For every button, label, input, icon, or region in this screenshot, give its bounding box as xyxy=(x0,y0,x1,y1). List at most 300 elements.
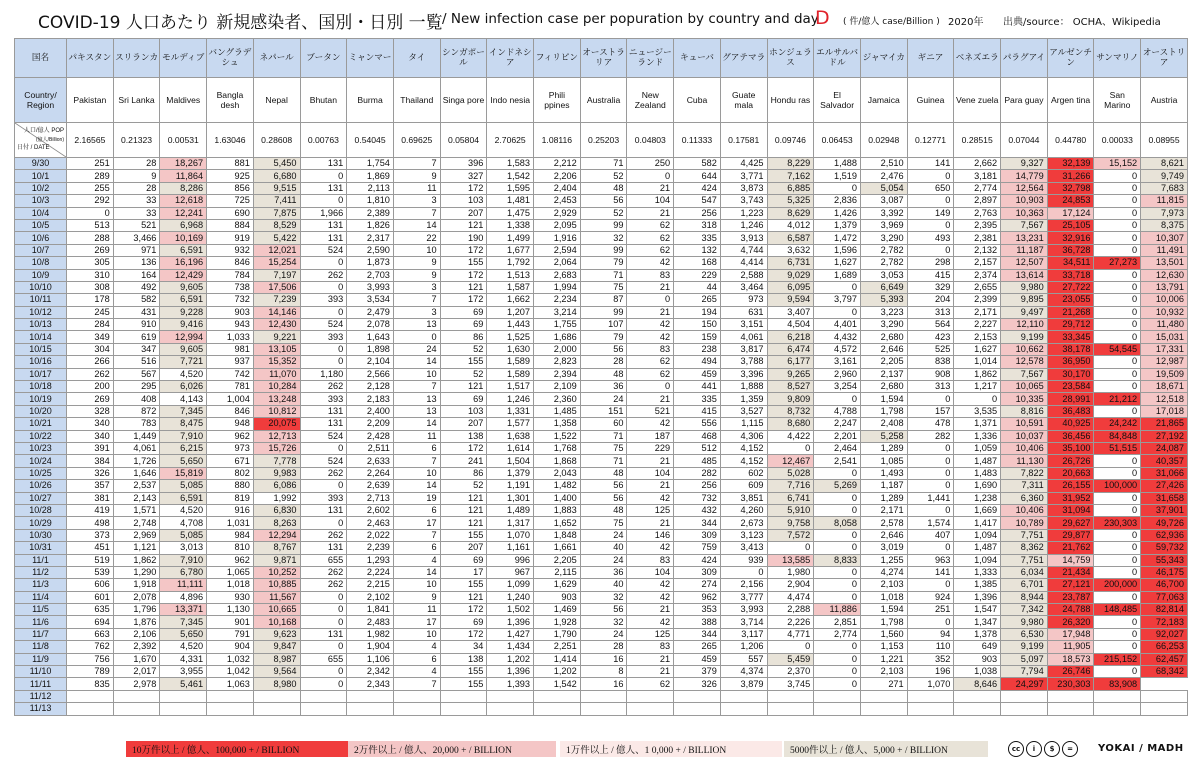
value-cell: 16 xyxy=(580,653,627,665)
value-cell: 107 xyxy=(580,319,627,331)
value-cell: 66,253 xyxy=(1141,641,1188,653)
value-cell: 14,759 xyxy=(1047,554,1094,566)
value-cell: 759 xyxy=(674,542,721,554)
value-cell: 59,732 xyxy=(1141,542,1188,554)
value-cell: 519 xyxy=(67,554,114,566)
value-cell: 1,059 xyxy=(954,442,1001,454)
country-jp-2: モルディブ xyxy=(160,39,207,78)
value-cell: 650 xyxy=(907,182,954,194)
value-cell: 35,100 xyxy=(1047,442,1094,454)
value-cell: 2,851 xyxy=(814,616,861,628)
value-cell: 194 xyxy=(674,306,721,318)
value-cell: 12,994 xyxy=(160,331,207,343)
value-cell: 30,170 xyxy=(1047,368,1094,380)
country-jp-20: パラグアイ xyxy=(1001,39,1048,78)
value-cell: 1,627 xyxy=(954,343,1001,355)
value-cell: 1,888 xyxy=(720,381,767,393)
value-cell: 2,360 xyxy=(534,393,581,405)
date-cell: 10/30 xyxy=(15,529,67,541)
value-cell: 21,212 xyxy=(1094,393,1141,405)
value-cell: 6,731 xyxy=(767,257,814,269)
value-cell: 1,469 xyxy=(534,604,581,616)
value-cell: 155 xyxy=(440,678,487,690)
value-cell: 7 xyxy=(393,158,440,170)
country-pop-22: 0.00033 xyxy=(1094,123,1141,158)
value-cell: 9,029 xyxy=(767,269,814,281)
value-cell: 1,876 xyxy=(113,616,160,628)
value-cell: 82,814 xyxy=(1141,604,1188,616)
value-cell: 0 xyxy=(814,306,861,318)
value-cell: 0 xyxy=(814,492,861,504)
value-cell: 4,896 xyxy=(160,591,207,603)
value-cell: 42 xyxy=(627,591,674,603)
value-cell: 11,567 xyxy=(253,591,300,603)
value-cell: 10,406 xyxy=(1001,504,1048,516)
value-cell: 207 xyxy=(440,542,487,554)
value-cell: 155 xyxy=(440,666,487,678)
value-cell: 28 xyxy=(113,158,160,170)
value-cell: 2,224 xyxy=(347,566,394,578)
value-cell: 1,594 xyxy=(860,393,907,405)
value-cell xyxy=(1001,690,1048,702)
value-cell: 12,987 xyxy=(1141,356,1188,368)
value-cell: 2,483 xyxy=(347,616,394,628)
value-cell: 3,214 xyxy=(534,306,581,318)
year-label: 2020年 xyxy=(948,17,984,28)
value-cell: 789 xyxy=(67,666,114,678)
value-cell: 1,571 xyxy=(113,504,160,516)
value-cell: 2,774 xyxy=(814,628,861,640)
value-cell: 4 xyxy=(393,666,440,678)
value-cell: 432 xyxy=(674,504,721,516)
value-cell: 6,830 xyxy=(253,504,300,516)
value-cell: 245 xyxy=(67,306,114,318)
table-row xyxy=(15,442,1188,454)
value-cell: 567 xyxy=(113,368,160,380)
date-cell: 10/23 xyxy=(15,442,67,454)
value-cell xyxy=(720,703,767,715)
value-cell: 24 xyxy=(580,628,627,640)
value-cell xyxy=(720,690,767,702)
value-cell: 79 xyxy=(580,331,627,343)
value-cell: 742 xyxy=(207,368,254,380)
value-cell: 14 xyxy=(393,219,440,231)
value-cell: 2,590 xyxy=(347,244,394,256)
value-cell: 0 xyxy=(300,616,347,628)
value-cell: 655 xyxy=(300,653,347,665)
country-pop-6: 0.54045 xyxy=(347,123,394,158)
value-cell: 121 xyxy=(440,381,487,393)
value-cell: 23,787 xyxy=(1047,591,1094,603)
value-cell: 36 xyxy=(580,566,627,578)
value-cell: 230,303 xyxy=(1094,517,1141,529)
value-cell: 939 xyxy=(720,554,767,566)
value-cell: 11,815 xyxy=(1141,195,1188,207)
value-cell: 344 xyxy=(674,628,721,640)
value-cell: 0 xyxy=(767,641,814,653)
value-cell: 178 xyxy=(67,294,114,306)
value-cell: 6,034 xyxy=(1001,566,1048,578)
value-cell: 441 xyxy=(674,381,721,393)
value-cell: 9,265 xyxy=(767,368,814,380)
value-cell: 172 xyxy=(440,182,487,194)
date-cell: 10/16 xyxy=(15,356,67,368)
value-cell: 14 xyxy=(393,566,440,578)
value-cell xyxy=(1047,690,1094,702)
value-cell: 8,833 xyxy=(814,554,861,566)
value-cell: 0 xyxy=(814,566,861,578)
value-cell: 1,862 xyxy=(954,368,1001,380)
value-cell: 2,264 xyxy=(347,467,394,479)
country-pop-13: 0.11333 xyxy=(674,123,721,158)
value-cell: 9,515 xyxy=(253,182,300,194)
value-cell: 1,153 xyxy=(860,641,907,653)
value-cell: 1,502 xyxy=(487,604,534,616)
value-cell: 943 xyxy=(207,319,254,331)
value-cell: 2,594 xyxy=(534,244,581,256)
value-cell: 229 xyxy=(674,269,721,281)
value-cell: 3,851 xyxy=(720,492,767,504)
value-cell: 1,336 xyxy=(954,430,1001,442)
value-cell: 17,018 xyxy=(1141,405,1188,417)
country-pop-20: 0.07044 xyxy=(1001,123,1048,158)
value-cell: 83,908 xyxy=(1094,678,1141,690)
value-cell: 485 xyxy=(674,455,721,467)
value-cell: 838 xyxy=(907,356,954,368)
value-cell: 2,109 xyxy=(534,381,581,393)
value-cell: 2,205 xyxy=(860,356,907,368)
value-cell: 172 xyxy=(440,269,487,281)
value-cell: 10,284 xyxy=(253,381,300,393)
value-cell: 3,413 xyxy=(720,542,767,554)
value-cell: 40,925 xyxy=(1047,418,1094,430)
value-cell: 0 xyxy=(1094,356,1141,368)
value-cell: 494 xyxy=(674,356,721,368)
value-cell: 42 xyxy=(627,542,674,554)
value-cell: 407 xyxy=(907,529,954,541)
value-cell: 1,221 xyxy=(860,653,907,665)
table-row xyxy=(15,405,1188,417)
date-cell: 9/30 xyxy=(15,158,67,170)
value-cell: 31,094 xyxy=(1047,504,1094,516)
value-cell: 2,389 xyxy=(347,207,394,219)
value-cell: 2,782 xyxy=(860,257,907,269)
value-cell: 2,251 xyxy=(534,641,581,653)
value-cell: 1,042 xyxy=(207,666,254,678)
value-cell: 1,589 xyxy=(487,368,534,380)
value-cell: 4,771 xyxy=(767,628,814,640)
value-cell: 3,788 xyxy=(720,356,767,368)
value-cell: 903 xyxy=(207,306,254,318)
value-cell: 1,070 xyxy=(487,529,534,541)
value-cell: 1,493 xyxy=(860,467,907,479)
value-cell: 498 xyxy=(67,517,114,529)
header-row-en xyxy=(15,78,1188,123)
value-cell: 1,522 xyxy=(534,430,581,442)
value-cell: 3,771 xyxy=(720,170,767,182)
country-en-5: Bhutan xyxy=(300,78,347,123)
value-cell: 28 xyxy=(113,182,160,194)
value-cell: 83 xyxy=(627,269,674,281)
country-en-7: Thailand xyxy=(393,78,440,123)
country-jp-3: バングラデシュ xyxy=(207,39,254,78)
value-cell: 7,411 xyxy=(253,195,300,207)
value-cell: 10,591 xyxy=(1001,418,1048,430)
value-cell: 48 xyxy=(580,504,627,516)
value-cell: 6 xyxy=(393,504,440,516)
value-cell: 2,655 xyxy=(954,281,1001,293)
value-cell: 10,406 xyxy=(1001,442,1048,454)
value-cell: 6 xyxy=(393,542,440,554)
value-cell: 1,317 xyxy=(487,517,534,529)
country-en-1: Sri Lanka xyxy=(113,78,160,123)
value-cell: 3,535 xyxy=(954,405,1001,417)
value-cell: 2,463 xyxy=(347,517,394,529)
value-cell: 7 xyxy=(393,294,440,306)
value-cell: 784 xyxy=(207,269,254,281)
value-cell: 42 xyxy=(627,331,674,343)
value-cell: 313 xyxy=(907,306,954,318)
value-cell: 8,263 xyxy=(253,517,300,529)
date-cell: 10/26 xyxy=(15,480,67,492)
date-cell: 11/12 xyxy=(15,690,67,702)
value-cell: 2,680 xyxy=(860,331,907,343)
table-row xyxy=(15,604,1188,616)
value-cell: 12,467 xyxy=(767,455,814,467)
table-row xyxy=(15,368,1188,380)
value-cell: 0 xyxy=(720,566,767,578)
value-cell: 5,097 xyxy=(1001,653,1048,665)
value-cell: 1,358 xyxy=(534,418,581,430)
value-cell: 2,394 xyxy=(534,368,581,380)
value-cell: 2,209 xyxy=(347,418,394,430)
value-cell: 262 xyxy=(300,529,347,541)
country-en-16: El Salvador xyxy=(814,78,861,123)
value-cell: 6,177 xyxy=(767,356,814,368)
value-cell: 10,307 xyxy=(1141,232,1188,244)
value-cell: 318 xyxy=(674,219,721,231)
value-cell: 2,566 xyxy=(347,368,394,380)
value-cell: 2,206 xyxy=(534,170,581,182)
value-cell: 200,000 xyxy=(1094,579,1141,591)
date-cell: 10/25 xyxy=(15,467,67,479)
value-cell: 9,758 xyxy=(767,517,814,529)
value-cell: 1,400 xyxy=(534,492,581,504)
value-cell: 10,662 xyxy=(1001,343,1048,355)
value-cell: 99 xyxy=(580,244,627,256)
value-cell: 0 xyxy=(767,542,814,554)
value-cell: 3,407 xyxy=(767,306,814,318)
value-cell: 4,012 xyxy=(767,219,814,231)
value-cell: 1,018 xyxy=(860,591,907,603)
value-cell: 2,578 xyxy=(860,517,907,529)
value-cell: 9 xyxy=(393,591,440,603)
value-cell: 262 xyxy=(300,269,347,281)
country-pop-4: 0.28608 xyxy=(253,123,300,158)
value-cell: 1,980 xyxy=(767,566,814,578)
value-cell: 2,464 xyxy=(814,442,861,454)
value-cell: 7,910 xyxy=(160,554,207,566)
value-cell: 10 xyxy=(393,579,440,591)
value-cell: 6,086 xyxy=(253,480,300,492)
value-cell: 1,904 xyxy=(347,641,394,653)
value-cell: 8,527 xyxy=(767,381,814,393)
value-cell: 1,594 xyxy=(860,604,907,616)
unit-label: ( 件/億人 case/Billion ) xyxy=(843,17,940,27)
value-cell: 284 xyxy=(67,319,114,331)
value-cell: 2,234 xyxy=(534,294,581,306)
country-jp-0: パキスタン xyxy=(67,39,114,78)
value-cell: 9,564 xyxy=(253,666,300,678)
value-cell: 49,726 xyxy=(1141,517,1188,529)
value-cell: 1,652 xyxy=(534,517,581,529)
value-cell: 6 xyxy=(393,653,440,665)
value-cell: 23,055 xyxy=(1047,294,1094,306)
value-cell xyxy=(113,703,160,715)
value-cell: 4,374 xyxy=(720,666,767,678)
value-cell: 1,223 xyxy=(720,207,767,219)
value-cell: 525 xyxy=(907,343,954,355)
value-cell: 271 xyxy=(860,678,907,690)
value-cell: 1,810 xyxy=(347,195,394,207)
value-cell: 10,006 xyxy=(1141,294,1188,306)
value-cell: 619 xyxy=(113,331,160,343)
table-row xyxy=(15,182,1188,194)
value-cell: 1,848 xyxy=(534,529,581,541)
value-cell: 131 xyxy=(300,182,347,194)
value-cell: 11 xyxy=(393,604,440,616)
value-cell: 1,393 xyxy=(487,678,534,690)
value-cell: 44 xyxy=(674,281,721,293)
value-cell: 21 xyxy=(627,653,674,665)
country-en-10: Phili ppines xyxy=(534,78,581,123)
value-cell: 288 xyxy=(67,232,114,244)
country-jp-6: ミャンマー xyxy=(347,39,394,78)
legend-5k: 5000件以上 / 億人、5,000 + / BILLION xyxy=(784,741,988,757)
value-cell: 1,646 xyxy=(113,467,160,479)
value-cell: 328 xyxy=(67,405,114,417)
value-cell: 4,152 xyxy=(720,442,767,454)
country-en-17: Jamaica xyxy=(860,78,907,123)
value-cell: 1,841 xyxy=(347,604,394,616)
value-cell: 87 xyxy=(580,294,627,306)
table-row xyxy=(15,542,1188,554)
legend-20k: 2万件以上 / 億人、20,000 + / BILLION xyxy=(348,741,556,757)
value-cell: 12,294 xyxy=(253,529,300,541)
value-cell: 903 xyxy=(954,653,1001,665)
value-cell: 1,417 xyxy=(954,517,1001,529)
value-cell: 2,113 xyxy=(347,182,394,194)
value-cell: 60 xyxy=(580,418,627,430)
value-cell: 606 xyxy=(67,579,114,591)
value-cell: 2,157 xyxy=(954,257,1001,269)
date-cell: 10/2 xyxy=(15,182,67,194)
date-cell: 10/17 xyxy=(15,368,67,380)
value-cell: 0 xyxy=(814,529,861,541)
value-cell: 6,591 xyxy=(160,244,207,256)
value-cell: 781 xyxy=(207,381,254,393)
value-cell xyxy=(534,703,581,715)
value-cell: 1,202 xyxy=(487,653,534,665)
corner-pop-date xyxy=(15,123,67,158)
value-cell: 539 xyxy=(67,566,114,578)
country-pop-23: 0.08955 xyxy=(1141,123,1188,158)
value-cell: 13,614 xyxy=(1001,269,1048,281)
value-cell: 671 xyxy=(207,455,254,467)
value-cell: 11,187 xyxy=(1001,244,1048,256)
value-cell: 1,070 xyxy=(907,678,954,690)
value-cell: 1,525 xyxy=(487,331,534,343)
value-cell: 7,345 xyxy=(160,616,207,628)
value-cell: 8,732 xyxy=(767,405,814,417)
value-cell: 0 xyxy=(1094,628,1141,640)
value-cell: 23,584 xyxy=(1047,381,1094,393)
value-cell: 1,115 xyxy=(720,418,767,430)
value-cell: 265 xyxy=(674,294,721,306)
value-cell: 62 xyxy=(627,678,674,690)
value-cell: 384 xyxy=(67,455,114,467)
value-cell: 7,345 xyxy=(160,405,207,417)
value-cell: 3,969 xyxy=(860,219,907,231)
value-cell: 7,751 xyxy=(1001,554,1048,566)
country-pop-2: 0.00531 xyxy=(160,123,207,158)
value-cell: 22 xyxy=(393,232,440,244)
value-cell: 602 xyxy=(720,467,767,479)
value-cell: 881 xyxy=(207,158,254,170)
value-cell: 1,542 xyxy=(487,170,534,182)
value-cell: 52 xyxy=(440,480,487,492)
value-cell: 121 xyxy=(440,504,487,516)
value-cell: 2,646 xyxy=(860,529,907,541)
value-cell: 5,450 xyxy=(253,158,300,170)
value-cell: 0 xyxy=(907,455,954,467)
value-cell: 13,248 xyxy=(253,393,300,405)
country-en-11: Australia xyxy=(580,78,627,123)
date-cell: 10/9 xyxy=(15,269,67,281)
value-cell: 2,143 xyxy=(113,492,160,504)
value-cell: 1,489 xyxy=(487,504,534,516)
value-cell: 1,202 xyxy=(534,666,581,678)
value-cell: 2,453 xyxy=(534,195,581,207)
country-en-13: Cuba xyxy=(674,78,721,123)
value-cell: 756 xyxy=(67,653,114,665)
value-cell: 2,428 xyxy=(347,430,394,442)
value-cell: 14 xyxy=(393,418,440,430)
value-cell: 513 xyxy=(67,219,114,231)
value-cell: 1,898 xyxy=(347,343,394,355)
value-cell: 1,918 xyxy=(113,579,160,591)
value-cell: 7,342 xyxy=(1001,604,1048,616)
value-cell: 10 xyxy=(393,368,440,380)
value-cell xyxy=(860,690,907,702)
value-cell: 10,903 xyxy=(1001,195,1048,207)
value-cell: 1,032 xyxy=(207,653,254,665)
value-cell: 9,221 xyxy=(253,331,300,343)
value-cell: 2,588 xyxy=(720,269,767,281)
value-cell: 148,485 xyxy=(1094,604,1141,616)
value-cell: 655 xyxy=(300,554,347,566)
value-cell: 0 xyxy=(1094,232,1141,244)
value-cell: 1,755 xyxy=(534,319,581,331)
value-cell: 9,605 xyxy=(160,343,207,355)
value-cell: 2,239 xyxy=(347,542,394,554)
value-cell: 631 xyxy=(720,306,767,318)
value-cell: 40 xyxy=(580,542,627,554)
value-cell: 2,342 xyxy=(347,666,394,678)
value-cell: 2,763 xyxy=(954,207,1001,219)
value-cell: 1,396 xyxy=(487,616,534,628)
value-cell: 6,649 xyxy=(860,281,907,293)
